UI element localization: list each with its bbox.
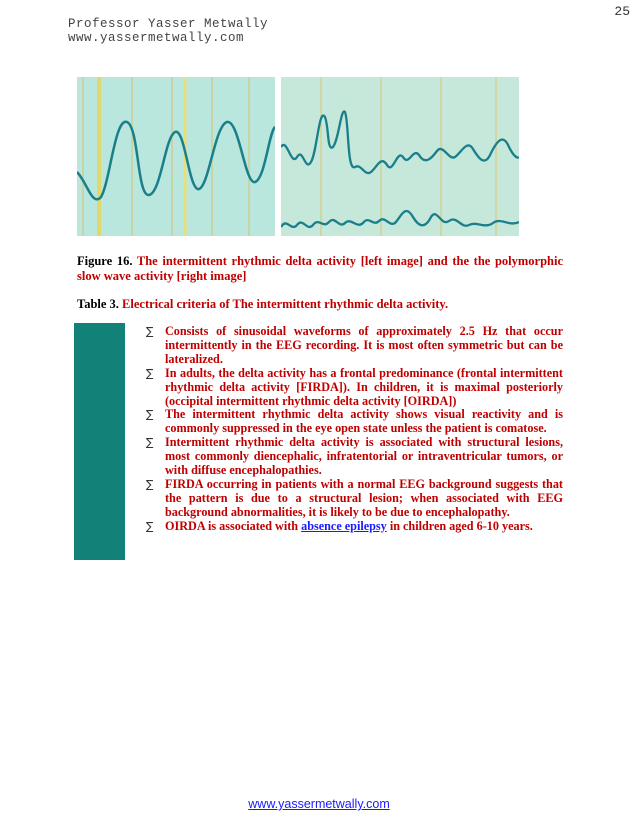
figure-16	[77, 77, 519, 236]
bullet-icon: ∑	[146, 408, 154, 422]
header	[68, 17, 268, 45]
criteria-list	[146, 325, 563, 534]
list-item	[146, 325, 563, 367]
bullet-icon: ∑	[146, 366, 154, 380]
bullet-icon: ∑	[146, 519, 154, 533]
bullet-icon: ∑	[146, 477, 154, 491]
footer-website-link[interactable]: www.yassermetwally.com	[248, 797, 390, 811]
list-item	[146, 478, 563, 520]
list-item-text: In adults, the delta activity has a frontal predominance (frontal intermittent rhythmic delta activity [FIRDA]). In children, it is maximal posteriorly (occipital intermittent rhythmic delta activity [OIRDA])	[165, 365, 563, 408]
table-caption	[77, 297, 563, 312]
list-item	[146, 436, 563, 478]
eeg-image-left	[77, 77, 275, 236]
list-item	[146, 367, 563, 409]
absence-epilepsy-link[interactable]: absence epilepsy	[301, 518, 387, 533]
figure-caption	[77, 254, 563, 284]
bullet-icon: ∑	[146, 436, 154, 450]
page-number: 25	[614, 4, 630, 19]
list-item-text: The intermittent rhythmic delta activity shows visual reactivity and is commonly suppressed in the eye open state unless the patient is comatose.	[165, 407, 563, 436]
table-caption-text: Electrical criteria of The intermittent rhythmic delta activity.	[122, 297, 449, 311]
list-item	[146, 408, 563, 436]
bullet-icon: ∑	[146, 325, 154, 338]
list-item-text-after: in children aged 6-10 years.	[386, 518, 533, 533]
list-item	[146, 520, 563, 534]
list-item-text: Consists of sinusoidal waveforms of approximately 2.5 Hz that occur intermittently in the EEG recording. It is most often symmetric but can be lateralized.	[165, 324, 563, 366]
teal-side-bar	[74, 323, 125, 560]
header-author: Professor Yasser Metwally	[68, 17, 269, 31]
list-item-text: FIRDA occurring in patients with a normal EEG background suggests that the pattern is due to a structural lesion; when associated with EEG background abnormalities, it is likely to be due to encephalopathy.	[165, 476, 563, 519]
header-website: www.yassermetwally.com	[68, 31, 245, 45]
table-label: Table 3.	[77, 297, 119, 311]
footer	[0, 797, 638, 811]
figure-caption-text: The intermittent rhythmic delta activity [left image] and the the polymorphic slow wave activity [right image]	[77, 254, 564, 283]
list-item-text-before: OIRDA is associated with	[165, 518, 302, 533]
figure-label: Figure 16.	[77, 254, 133, 268]
list-item-text: Intermittent rhythmic delta activity is associated with structural lesions, most commonly diencephalic, infratentorial or intraventricular tumors, or with diffuse encephalopathies.	[165, 435, 563, 478]
eeg-image-right	[281, 77, 519, 236]
